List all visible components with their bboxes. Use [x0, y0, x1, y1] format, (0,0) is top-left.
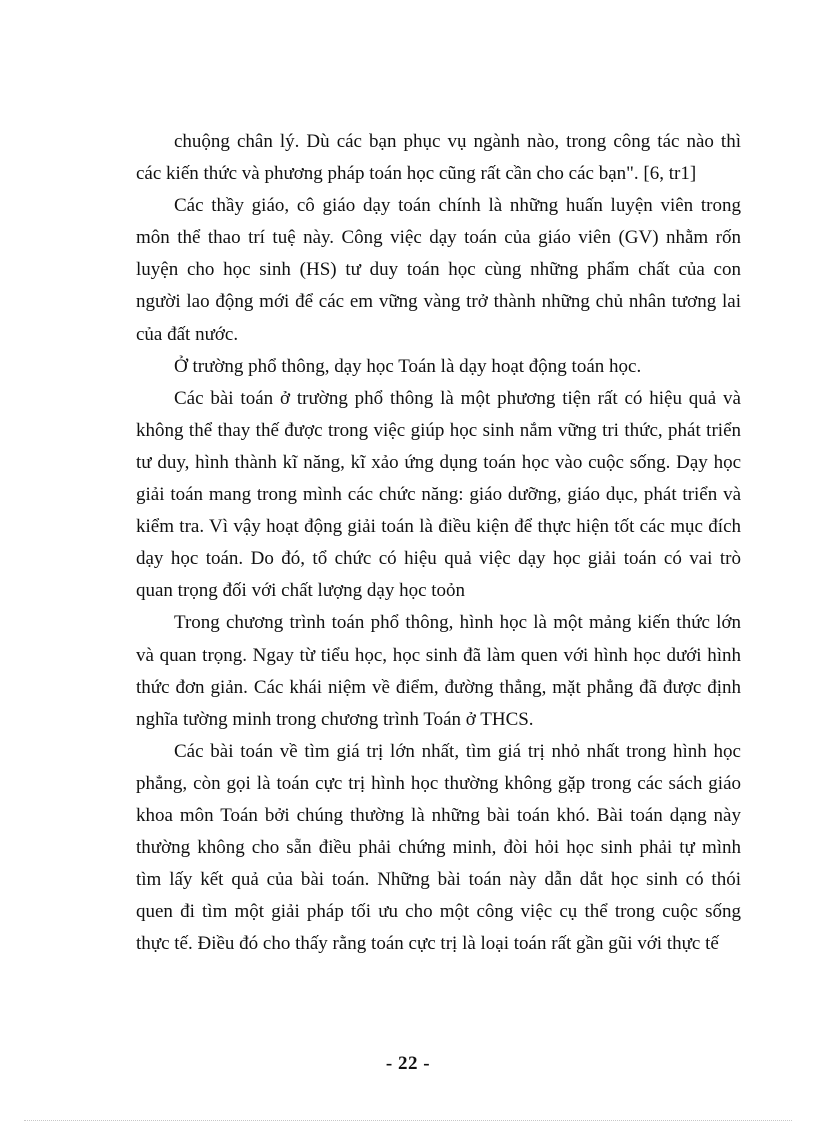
paragraph-3 [136, 351, 741, 383]
text-line: tư duy, hình thành kĩ năng, kĩ xảo ứng dụng toán học vào cuộc sống. Dạy học [136, 451, 741, 473]
text-line: các kiến thức và phương pháp toán học cũng rất cần cho các bạn". [6, tr1] [136, 163, 697, 185]
paragraph-6 [136, 736, 741, 961]
paragraph-1 [136, 126, 741, 190]
text-line: người lao động mới để các em vững vàng trở thành những chủ nhân tương lai [136, 291, 741, 313]
text-line: dạy học toán. Do đó, tổ chức có hiệu quả việc dạy học giải toán có vai trò [136, 548, 741, 570]
text-line: không thể thay thế được trong việc giúp học sinh nắm vững tri thức, phát triển [136, 419, 741, 441]
text-line: khoa môn Toán bởi chúng thường là những bài toán khó. Bài toán dạng này [136, 804, 741, 826]
text-line: phẳng, còn gọi là toán cực trị hình học thường không gặp trong các sách giáo [136, 772, 741, 794]
text-line: thường không cho sẵn điều phải chứng minh, đòi hỏi học sinh phải tự mình [136, 837, 741, 859]
text-line: Các bài toán ở trường phổ thông là một phương tiện rất có hiệu quả và [174, 387, 741, 409]
text-line: thức đơn giản. Các khái niệm về điểm, đường thẳng, mặt phẳng đã được định [136, 676, 741, 698]
text-line: Ở trường phổ thông, dạy học Toán là dạy hoạt động toán học. [174, 355, 642, 377]
paragraph-5 [136, 607, 741, 735]
text-line: Các thầy giáo, cô giáo dạy toán chính là những huấn luyện viên trong [174, 195, 741, 217]
text-line: môn thể thao trí tuệ này. Công việc dạy toán của giáo viên (GV) nhằm rốn [136, 227, 741, 249]
text-line: nghĩa tường minh trong chương trình Toán ở THCS. [136, 708, 534, 730]
text-line: của đất nước. [136, 323, 239, 345]
page-bottom-border [24, 1120, 792, 1121]
text-line: Các bài toán về tìm giá trị lớn nhất, tìm giá trị nhỏ nhất trong hình học [174, 740, 741, 762]
text-line: quan trọng đối với chất lượng dạy học toỏn [136, 580, 466, 602]
paragraph-2 [136, 190, 741, 350]
text-line: giải toán mang trong mình các chức năng: giáo dưỡng, giáo dục, phát triển và [136, 484, 741, 506]
text-line: kiểm tra. Vì vậy hoạt động giải toán là điều kiện để thực hiện tốt các mục đích [136, 516, 741, 538]
text-line: chuộng chân lý. Dù các bạn phục vụ ngành nào, trong công tác nào thì [174, 131, 741, 152]
text-line: thực tế. Điều đó cho thấy rằng toán cực trị là loại toán rất gần gũi với thực tế [136, 933, 719, 955]
text-line: và quan trọng. Ngay từ tiểu học, học sinh đã làm quen với hình học dưới hình [136, 644, 741, 666]
text-line: quen đi tìm một giải pháp tối ưu cho một công việc cụ thể trong cuộc sống [136, 901, 741, 923]
text-line: luyện cho học sinh (HS) tư duy toán học cùng những phẩm chất của con [136, 259, 741, 281]
text-line: tìm lấy kết quả của bài toán. Những bài toán này dẫn dắt học sinh có thói [136, 869, 741, 891]
text-line: Trong chương trình toán phổ thông, hình học là một mảng kiến thức lớn [174, 612, 741, 634]
page-number: - 22 - [385, 1053, 431, 1074]
paragraph-4 [136, 383, 741, 608]
document-body [136, 126, 741, 960]
